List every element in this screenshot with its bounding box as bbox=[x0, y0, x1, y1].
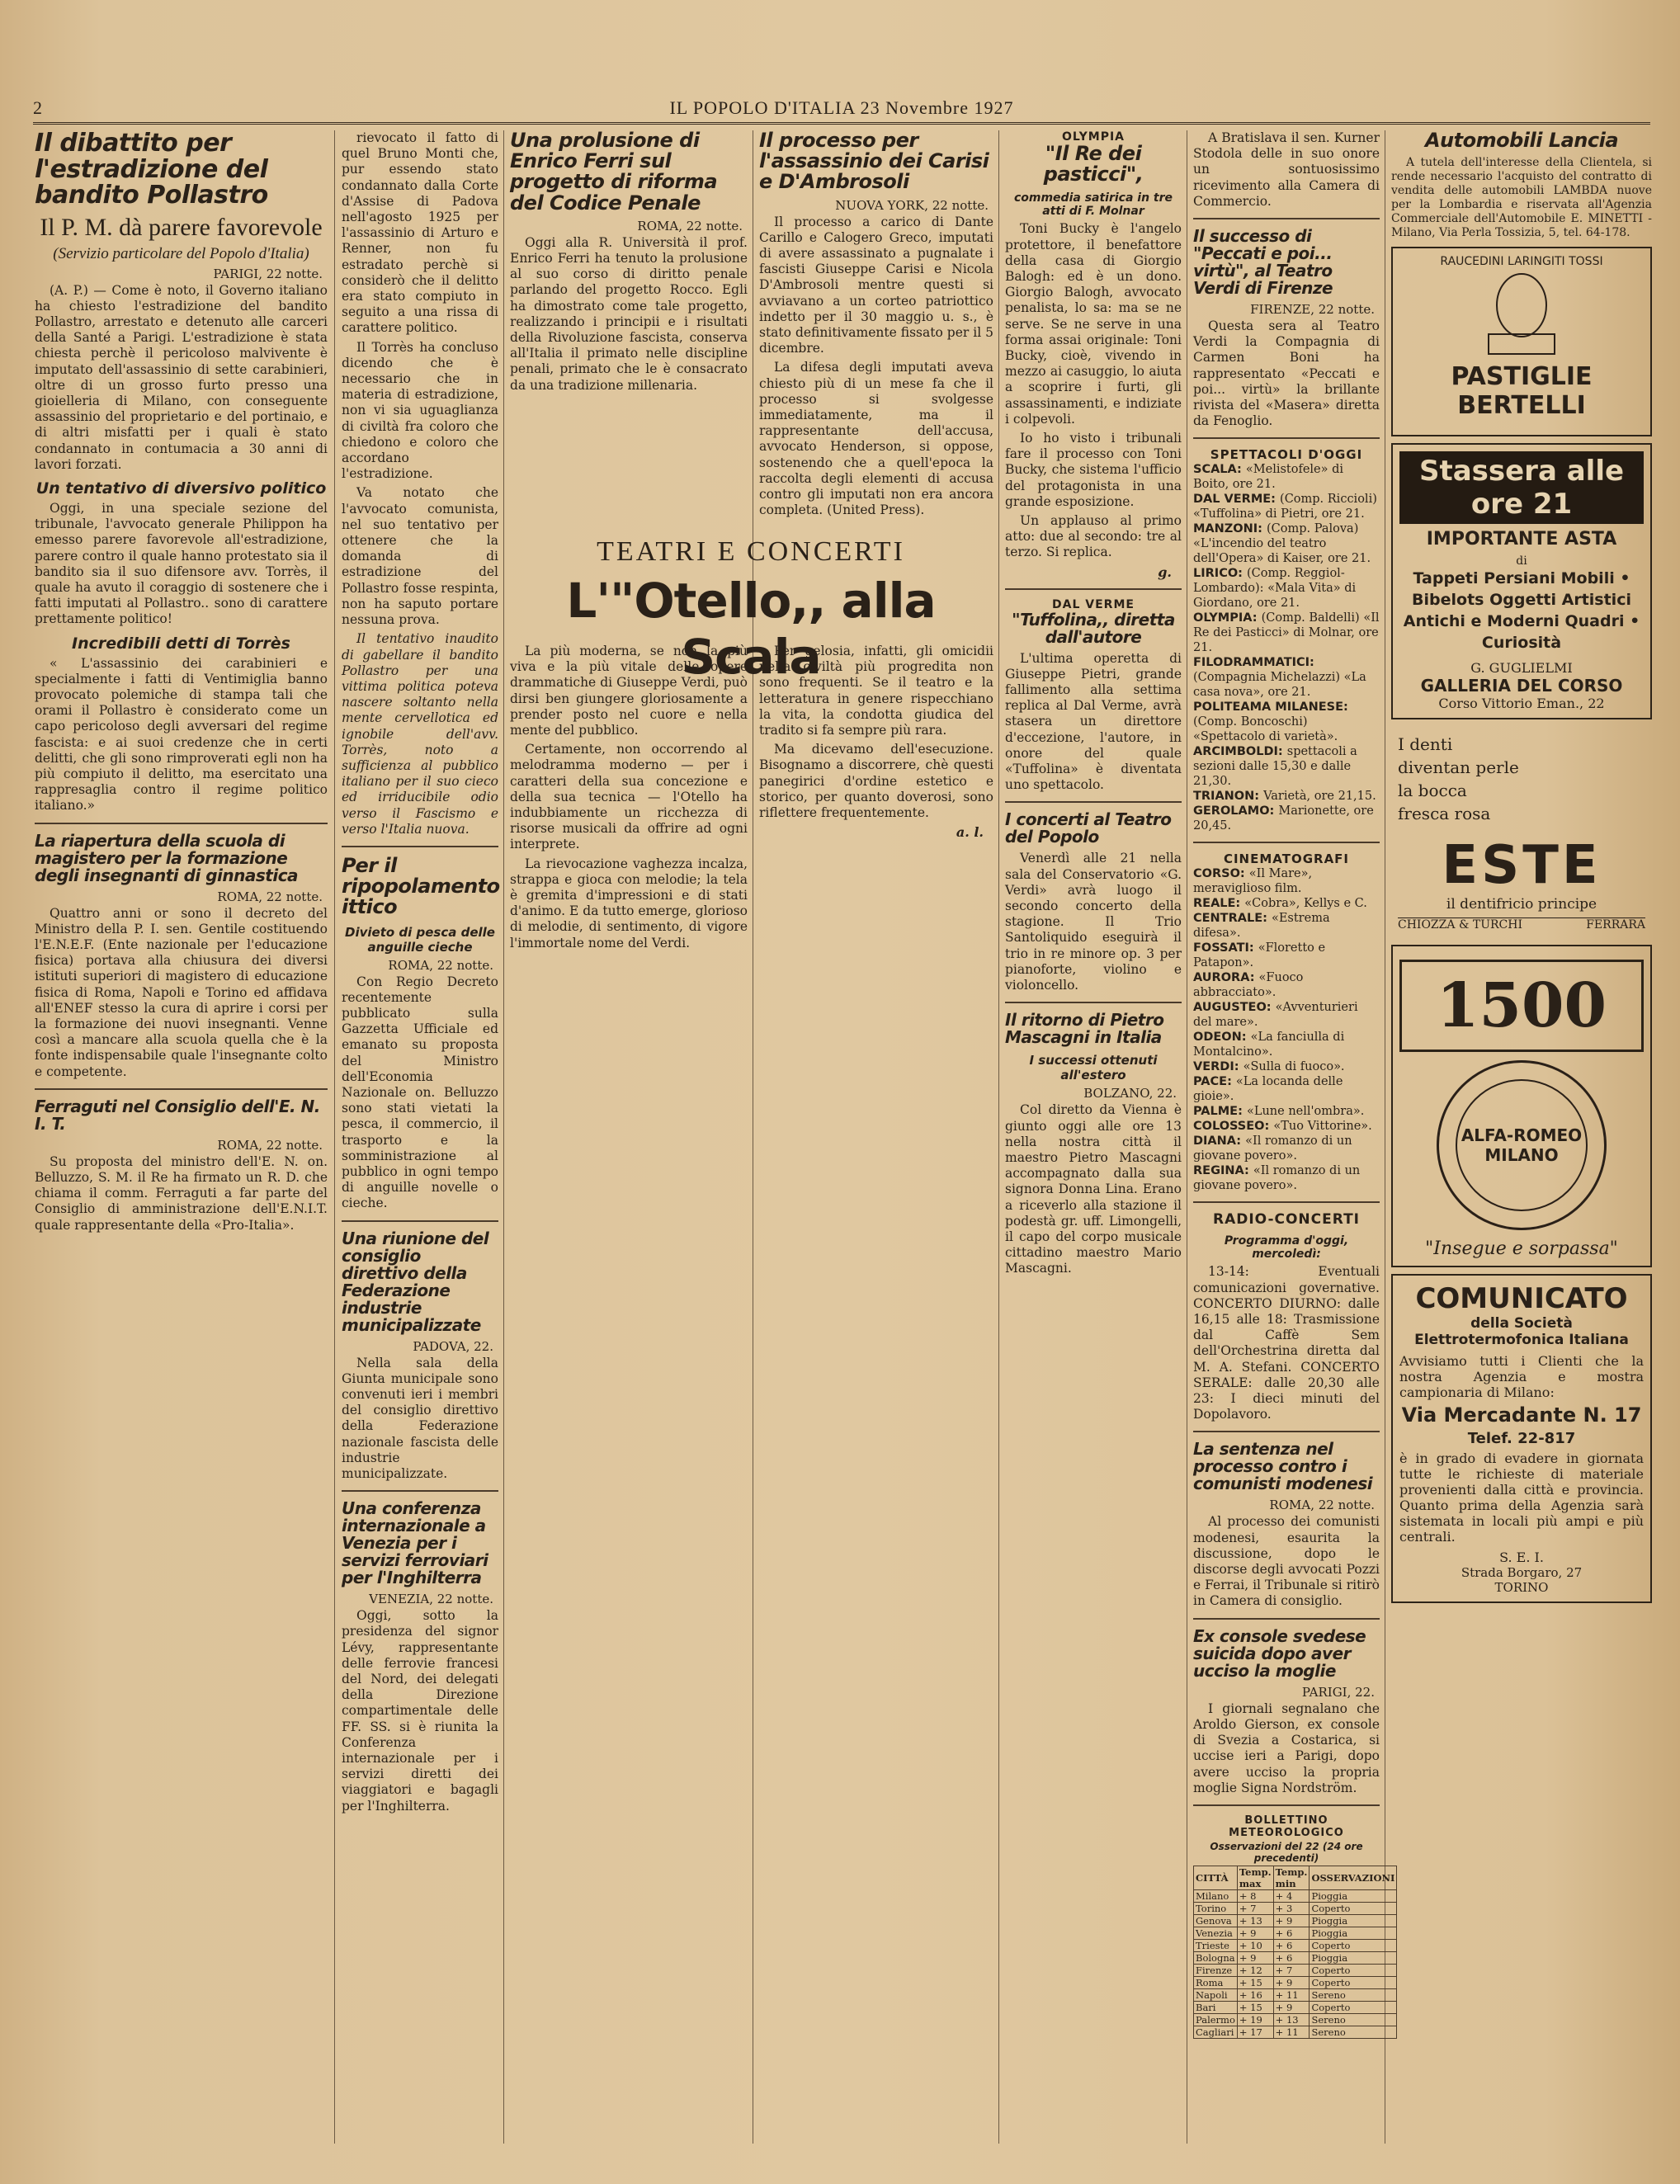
column-4-top bbox=[759, 130, 993, 526]
column-5 bbox=[1005, 130, 1182, 1281]
theatre-label: OLYMPIA bbox=[1061, 130, 1125, 144]
listing-venue: DAL VERME: bbox=[1193, 493, 1281, 507]
ad-tagline: RAUCEDINI LARINGITI TOSSI bbox=[1440, 255, 1603, 269]
weather-header-cell: Temp. min bbox=[1273, 1866, 1310, 1889]
listing-venue: ARCIMBOLDI: bbox=[1193, 745, 1287, 759]
column-rule bbox=[998, 130, 999, 2144]
listing-item bbox=[1193, 866, 1380, 896]
column-1 bbox=[35, 130, 328, 1237]
article-headline: Il dibattito per l'estradizione del bandito Pollastro bbox=[35, 129, 268, 210]
weather-cell: Genova bbox=[1194, 1914, 1238, 1927]
listing-text: «Il Mare», meraviglioso film. bbox=[1193, 867, 1313, 896]
weather-cell: + 17 bbox=[1237, 2026, 1273, 2038]
listing-item bbox=[1193, 655, 1380, 700]
article-headline: Il successo di "Peccati e poi... virtù", al Teatro Verdi di Firenze bbox=[1193, 226, 1333, 299]
theatre-label: DAL VERME bbox=[1052, 597, 1135, 611]
column-7-ads bbox=[1391, 130, 1652, 1610]
section-title: Incredibili detti di Torrès bbox=[72, 634, 290, 653]
radio-title: RADIO-CONCERTI bbox=[1213, 1211, 1360, 1229]
article-body: Venerdì alle 21 nella sala del Conservatorio «G. Verdi» avrà luogo il secondo concerto della stagione. Il Trio Santoliquido eseguirà il trio in re minore op. 3 per pianoforte, violino e violoncello. bbox=[1005, 851, 1182, 993]
weather-row bbox=[1194, 1914, 1397, 1927]
listing-venue: VERDI: bbox=[1193, 1060, 1243, 1074]
listing-item bbox=[1193, 896, 1380, 911]
listing-item bbox=[1193, 611, 1380, 655]
listings-title: CINEMATOGRAFI bbox=[1223, 851, 1350, 867]
ad-slogan: "Insegue e sorpassa" bbox=[1425, 1238, 1618, 1260]
ad-heading: Stassera alle ore 21 bbox=[1399, 451, 1644, 524]
listing-text: «Melistofele» di Boito, ore 21. bbox=[1193, 463, 1344, 492]
weather-cell: Firenze bbox=[1194, 1964, 1238, 1976]
article-body: Toni Bucky è l'angelo protettore, il benefattore della casa di Giorgio Balogh: ed è un dono. Giorgio Balogh, avvocato penalista, lo sa: ma se ne serve. Se ne serve in una forma assai originale: Toni Bucky, cioè, vivendo in mezzo ai casuggio, lo aiuta a scoprire i furti, gli assassinamenti, e indiziate i colpevoli. Io ho visto i tribunali fare il processo con Toni Bucky, che sistema l'ufficio del protagonista in una grande esposizione. Un applauso al primo atto: due al secondo: tre al terzo. Si replica. bbox=[1005, 221, 1182, 560]
weather-cell: Sereno bbox=[1310, 1988, 1397, 2001]
listing-item bbox=[1193, 462, 1380, 492]
ad-address: Corso Vittorio Eman., 22 bbox=[1438, 696, 1605, 712]
article-body: Col diretto da Vienna è giunto oggi alle ore 13 nella nostra città il maestro Pietro Mascagni accompagnato dalla sua signora Donna Lina. Erano a riceverlo alla stazione il podestà gr. uff. Limongelli, il capo del corpo musicale cittadino maestro Mario Mascagni. bbox=[1005, 1102, 1182, 1276]
article-body: I giornali segnalano che Aroldo Gierson, ex console di Svezia a Costarica, si uccise ieri a Parigi, dopo avere ucciso la propria moglie Signa Nordström. bbox=[1193, 1701, 1380, 1795]
listing-venue: AUGUSTEO: bbox=[1193, 1001, 1276, 1015]
listing-venue: PACE: bbox=[1193, 1075, 1236, 1089]
listing-item bbox=[1193, 700, 1380, 744]
article-body: Questa sera al Teatro Verdi la Compagnia di Carmen Boni ha rappresentato «Peccati e poi... virtù» la brillante rivista del «Masera» diretta da Fenoglio. bbox=[1193, 318, 1380, 429]
weather-cell: Cagliari bbox=[1194, 2026, 1238, 2038]
article-body: Oggi, in una speciale sezione del tribunale, l'avvocato generale Philippon ha emesso parere favorevole all'estradizione, parere contro il quale hanno protestato sia il bandito sia il suo difensore avv. Torrès, il quale ha avuto il coraggio di sostenere che i fatti imputati al Pollastro.. sono di carattere prettamente politico! bbox=[35, 500, 328, 627]
listing-venue: DIANA: bbox=[1193, 1134, 1246, 1149]
weather-row bbox=[1194, 1951, 1397, 1964]
weather-cell: + 4 bbox=[1273, 1889, 1310, 1902]
weather-cell: + 6 bbox=[1273, 1951, 1310, 1964]
weather-cell: Torino bbox=[1194, 1902, 1238, 1914]
weather-cell: Venezia bbox=[1194, 1927, 1238, 1939]
weather-cell: + 8 bbox=[1237, 1889, 1273, 1902]
listing-item bbox=[1193, 1104, 1380, 1119]
listing-item bbox=[1193, 566, 1380, 611]
listing-venue: REALE: bbox=[1193, 897, 1245, 911]
ad-brand: PASTIGLIE BERTELLI bbox=[1451, 362, 1593, 421]
listing-venue: TRIANON: bbox=[1193, 790, 1264, 804]
article-body: Su proposta del ministro dell'E. N. on. Belluzzo, S. M. il Re ha firmato un R. D. che chiama il comm. Ferraguti a far parte del Consiglio di amministrazione dell'E.N.I.T. quale rappresentante della «Pro-Italia». bbox=[35, 1153, 328, 1233]
weather-cell: Trieste bbox=[1194, 1939, 1238, 1951]
divider bbox=[1193, 437, 1380, 439]
listing-item bbox=[1193, 1074, 1380, 1104]
listing-item bbox=[1193, 1134, 1380, 1163]
article-body: rievocato il fatto di quel Bruno Monti che, pur essendo stato condannato dalla Corte d'Assise di Padova nell'agosto 1925 per l'assassinio di Arturo e Renner, non fu estradato perchè si considerò che il delitto era stato compiuto in seguito a una rissa di carattere politico. Il Torrès ha concluso dicendo che è necessario che in materia di estradizione, non vi sia uguaglianza di civiltà fra coloro che chiedono e coloro che accordano l'estradizione. Va notato che l'avvocato comunista, nel suo tentativo per ottenere che la domanda di estradizione del Pollastro fosse respinta, non ha saputo portare nessuna prova. bbox=[342, 130, 498, 628]
listing-venue: REGINA: bbox=[1193, 1164, 1253, 1178]
weather-cell: Coperto bbox=[1310, 1964, 1397, 1976]
dateline: BOLZANO, 22. bbox=[1083, 1086, 1177, 1101]
listing-venue: FOSSATI: bbox=[1193, 941, 1258, 955]
divider bbox=[1193, 1201, 1380, 1203]
banner-section: TEATRI E CONCERTI bbox=[597, 536, 905, 567]
weather-cell: + 9 bbox=[1237, 1951, 1273, 1964]
ad-body: Avvisiamo tutti i Clienti che la nostra Agenzia e mostra campionaria di Milano: bbox=[1399, 1353, 1644, 1401]
article-subhead: I successi ottenuti all'estero bbox=[1029, 1053, 1158, 1083]
divider bbox=[1193, 1618, 1380, 1620]
listing-item bbox=[1193, 804, 1380, 833]
ad-street: Strada Borgaro, 27 bbox=[1461, 1565, 1583, 1581]
listing-text: «Floretto e Patapon». bbox=[1193, 941, 1326, 970]
weather-header-cell: CITTÀ bbox=[1194, 1866, 1238, 1889]
listing-text: spettacoli a sezioni dalle 15,30 e dalle 21,30. bbox=[1193, 745, 1357, 789]
weather-cell: + 13 bbox=[1273, 2013, 1310, 2026]
column-2 bbox=[342, 130, 498, 1818]
weather-row bbox=[1194, 1939, 1397, 1951]
ad-items: Tappeti Persiani Mobili • Bibelots Oggetti Artistici Antichi e Moderni Quadri • Curiosità bbox=[1403, 569, 1640, 653]
weather-cell: + 11 bbox=[1273, 2026, 1310, 2038]
listing-venue: AURORA: bbox=[1193, 971, 1259, 985]
ad-body: è in grado di evadere in giornata tutte le richieste di materiale provenienti dalla città e provincia. Quanto prima della Agenzia sarà sistemata in locali più ampi e più centrali. bbox=[1399, 1450, 1644, 1545]
weather-row bbox=[1194, 1976, 1397, 1988]
listing-text: (Comp. Reggiol-Lombardo): «Mala Vita» di Giordano, ore 21. bbox=[1193, 567, 1357, 611]
listing-item bbox=[1193, 941, 1380, 970]
weather-cell: + 15 bbox=[1237, 2001, 1273, 2013]
listing-text: (Comp. Boncoschi) «Spettacolo di varietà». bbox=[1193, 715, 1338, 744]
weather-header-cell: OSSERVAZIONI bbox=[1310, 1866, 1397, 1889]
weather-cell: + 6 bbox=[1273, 1939, 1310, 1951]
article-signature: a. l. bbox=[956, 824, 984, 841]
dateline: PARIGI, 22. bbox=[1301, 1684, 1375, 1700]
divider bbox=[1193, 218, 1380, 219]
listing-venue: CENTRALE: bbox=[1193, 912, 1272, 926]
weather-header-row bbox=[1194, 1866, 1397, 1889]
weather-cell: Sereno bbox=[1310, 2026, 1397, 2038]
weather-cell: Pioggia bbox=[1310, 1889, 1397, 1902]
radio-body: 13-14: Eventuali comunicazioni governative. CONCERTO DIURNO: dalle 16,15 alle 18: Trasmissione dal Caffè Sem dell'Orchestrina diretta dal M. A. Stefani. CONCERTO SERALE: dalle 20,30 alle 23: I dieci minuti del Dopolavoro. bbox=[1193, 1264, 1380, 1422]
weather-cell: + 19 bbox=[1237, 2013, 1273, 2026]
listing-text: (Comp. Baldelli) «Il Re dei Pasticci» di Molnar, ore 21. bbox=[1193, 611, 1380, 655]
divider bbox=[1193, 1804, 1380, 1806]
divider bbox=[1193, 842, 1380, 843]
divider bbox=[1005, 801, 1182, 803]
weather-cell: Bologna bbox=[1194, 1951, 1238, 1964]
divider bbox=[1193, 1431, 1380, 1432]
article-headline: Automobili Lancia bbox=[1424, 129, 1619, 152]
article-headline: Il ritorno di Pietro Mascagni in Italia bbox=[1005, 1010, 1164, 1048]
article-body: « L'assassinio dei carabinieri e specialmente i fatti di Ventimiglia banno provocato polemiche di stampa tali che orami il Pollastro è considerato come un capo pericoloso degli avversari del regime fascista: e ai suoi credenze che in certi delitti, che gli sono rimproverati egli non ha più compiuto il delitto, ma esercitato una rappresaglia contro il regime politico italiano.» bbox=[35, 655, 328, 814]
listing-text: «Avventurieri del mare». bbox=[1193, 1001, 1358, 1030]
article-body: (A. P.) — Come è noto, il Governo italiano ha chiesto l'estradizione del bandito Pollastro, arrestato e detenuto alle carceri della Santé a Parigi. L'estradizione è stata chiesta perchè il pericoloso malvivente è imputato dell'assassinio di sette carabinieri, oltre di un grosso furto presso una gioielleria di Milano, con conseguente assassinio del proprietario e del portinaio, e di altri misfatti per i quali è stato condannato in contumacia a 30 anni di lavori forzati. bbox=[35, 282, 328, 472]
article-body: Nella sala della Giunta municipale sono convenuti ieri i membri del consiglio direttivo della Federazione nazionale fascista delle industrie municipalizzate. bbox=[342, 1355, 498, 1481]
weather-cell: + 9 bbox=[1273, 1914, 1310, 1927]
listing-text: «Tuo Vittorine». bbox=[1273, 1120, 1372, 1134]
weather-cell: + 16 bbox=[1237, 1988, 1273, 2001]
divider bbox=[35, 823, 328, 824]
weather-cell: + 9 bbox=[1273, 2001, 1310, 2013]
ad-address: Via Mercadante N. 17 bbox=[1401, 1403, 1642, 1427]
listing-venue: COLOSSEO: bbox=[1193, 1120, 1274, 1134]
listing-venue: MANZONI: bbox=[1193, 522, 1267, 536]
listing-venue: GEROLAMO: bbox=[1193, 804, 1279, 818]
ad-gallery: GALLERIA DEL CORSO bbox=[1420, 676, 1623, 696]
weather-cell: Pioggia bbox=[1310, 1927, 1397, 1939]
weather-table bbox=[1193, 1866, 1397, 2039]
listing-venue: PALME: bbox=[1193, 1105, 1247, 1119]
article-headline: "Tuffolina,, diretta dall'autore bbox=[1012, 609, 1175, 647]
listing-text: «Cobra», Kellys e C. bbox=[1244, 897, 1367, 911]
weather-cell: + 7 bbox=[1237, 1902, 1273, 1914]
article-subhead: Divieto di pesca delle anguille cieche bbox=[345, 924, 495, 955]
article-subhead: Il P. M. dà parere favorevole bbox=[40, 213, 323, 241]
ad-subheading: IMPORTANTE ASTA bbox=[1426, 529, 1617, 550]
banner-headline: L'"Otello,, alla Scala bbox=[566, 573, 936, 685]
dateline: NUOVA YORK, 22 notte. bbox=[835, 197, 989, 213]
emblem-text: ALFA-ROMEO MILANO bbox=[1456, 1079, 1588, 1211]
article-body: L'ultima operetta di Giuseppe Pietri, grande fallimento alla settima replica al Dal Verme, avrà stasera un direttore d'eccezione, l'autore, in onore del quale «Tuffolina» è diventata uno spettacolo. bbox=[1005, 650, 1182, 793]
weather-cell: Coperto bbox=[1310, 1939, 1397, 1951]
listing-item bbox=[1193, 1119, 1380, 1134]
article-headline: La sentenza nel processo contro i comunisti modenesi bbox=[1193, 1439, 1373, 1494]
face-illustration-icon bbox=[1472, 268, 1571, 359]
divider bbox=[1005, 588, 1182, 590]
article-body: Per gelosia, infatti, gli omicidii nella civiltà più progredita non sono frequenti. Se il teatro e la letteratura in genere rispecchiano la vita, la condotta giudica del tradito si fa sempre più rara. Ma dicevamo dell'esecuzione. Bisognamo a discorrere, chè questi panegirici d'ordine estetico e storico, per quanto doverosi, sono riflettere frequentemente. bbox=[759, 644, 993, 821]
listing-venue: LIRICO: bbox=[1193, 567, 1248, 581]
weather-row bbox=[1194, 2026, 1397, 2038]
section-title: Un tentativo di diversivo politico bbox=[35, 479, 327, 498]
divider bbox=[35, 1088, 328, 1090]
dateline: PADOVA, 22. bbox=[413, 1338, 493, 1354]
dateline: ROMA, 22 notte. bbox=[388, 957, 493, 973]
listing-venue: CORSO: bbox=[1193, 867, 1249, 881]
article-headline: Ferraguti nel Consiglio dell'E. N. I. T. bbox=[35, 1096, 320, 1134]
weather-cell: Coperto bbox=[1310, 1976, 1397, 1988]
ad-slogan: I denti diventan perle la bocca fresca rosa bbox=[1398, 734, 1519, 824]
listing-text: «Estrema difesa». bbox=[1193, 912, 1330, 941]
ad-asta bbox=[1391, 443, 1652, 719]
listing-text: «Il romanzo di un giovane povero». bbox=[1193, 1134, 1352, 1163]
ad-heading: COMUNICATO bbox=[1415, 1282, 1628, 1316]
listing-text: (Comp. Palova) «L'incendio del teatro dell'Opera» di Kaiser, ore 21. bbox=[1193, 522, 1371, 566]
ad-firm: S. E. I. bbox=[1499, 1550, 1544, 1566]
listing-item bbox=[1193, 1030, 1380, 1059]
listing-venue: FILODRAMMATICI: bbox=[1193, 656, 1314, 670]
article-headline: Una conferenza internazionale a Venezia per i servizi ferroviari per l'Inghilterra bbox=[342, 1498, 488, 1588]
listing-item bbox=[1193, 492, 1380, 521]
weather-row bbox=[1194, 1889, 1397, 1902]
article-body: La più moderna, se non la più viva e la più vitale delle opere drammatiche di Giuseppe Verdi, può dirsi ben giungere gloriosamente a prender posto nel cuore e nella mente del pubblico. Certamente, non occorrendo al melodramma moderno — per i caratteri della sua concezione e della sua tecnica — l'Otello ha indubbiamente un ricchezza di risorse musicali da offrire ad ogni interprete. La rievocazione vaghezza incalza, strappa e gioca con melodie; la tela è gremita d'impressioni e di stati d'animo. E da tutto emerge, glorioso di melodie, di sentimento, di vigore l'immortale nome del Verdi. bbox=[510, 644, 748, 950]
weather-cell: + 6 bbox=[1273, 1927, 1310, 1939]
listing-item bbox=[1193, 1000, 1380, 1030]
divider bbox=[342, 846, 498, 847]
listing-item bbox=[1193, 911, 1380, 941]
listing-venue: ODEON: bbox=[1193, 1031, 1251, 1045]
column-rule bbox=[334, 130, 335, 2144]
weather-cell: + 9 bbox=[1237, 1927, 1273, 1939]
article-body: Il processo a carico di Dante Carillo e Calogero Greco, imputati di avere assassinato a pugnalate i fascisti Giuseppe Carisi e Nicola D'Ambrosoli mentre questi si avviavano a un corteo patriottico indetto per il 30 maggio u. s., è stato definitivamente fissato per il 5 dicembre. La difesa degli imputati aveva chiesto più di un mese fa che il processo si svolgesse immediatamente, ma il rappresentante dell'accusa, avvocato Henderson, si oppose, sostenendo che a quell'epoca la raccolta degli elementi di accusa contro gli imputati non era ancora completa. (United Press). bbox=[759, 214, 993, 518]
listing-venue: OLYMPIA: bbox=[1193, 611, 1262, 625]
listing-item bbox=[1193, 1059, 1380, 1074]
column-6 bbox=[1193, 130, 1395, 2039]
ad-subtitle: il dentifricio principe bbox=[1446, 896, 1597, 913]
listing-venue: POLITEAMA MILANESE: bbox=[1193, 700, 1348, 715]
listing-text: «Fuoco abbracciato». bbox=[1193, 971, 1304, 1000]
article-body: A tutela dell'interesse della Clientela, si rende necessario l'acquisto del contratto di vendita delle automobili LAMBDA nuove per la Lombardia e riservata all'Agenzia Commerciale dell'Automobile E. MINETTI - Milano, Via Perla Tossizia, 5, tel. 64-178. bbox=[1391, 156, 1652, 240]
listing-text: «La locanda delle gioie». bbox=[1193, 1075, 1343, 1104]
ad-brand: ESTE bbox=[1442, 835, 1602, 897]
editorial-note: Il tentativo inaudito di gabellare il bandito Pollastro per una vittima politica poteva nascere soltanto nella mente cervellotica ed ignobile dell'avv. Torrès, noto a sufficienza al pubblico italiano per il suo cieco ed irriducibile odio verso il Fascismo e verso l'Italia nuova. bbox=[342, 631, 498, 837]
divider bbox=[342, 1220, 498, 1222]
dateline: ROMA, 22 notte. bbox=[217, 889, 323, 904]
weather-cell: + 15 bbox=[1237, 1976, 1273, 1988]
listing-item bbox=[1193, 1163, 1380, 1193]
weather-cell: Coperto bbox=[1310, 1902, 1397, 1914]
weather-title: BOLLETTINO METEOROLOGICO bbox=[1229, 1814, 1344, 1839]
weather-cell: Sereno bbox=[1310, 2013, 1397, 2026]
ad-model-number: 1500 bbox=[1399, 960, 1644, 1052]
article-service: (Servizio particolare del Popolo d'Italia) bbox=[53, 244, 309, 262]
dateline: PARIGI, 22 notte. bbox=[213, 266, 323, 281]
listing-text: «La fanciulla di Montalcino». bbox=[1193, 1031, 1345, 1059]
weather-cell: + 13 bbox=[1237, 1914, 1273, 1927]
ad-company: G. GUGLIELMI bbox=[1470, 660, 1573, 677]
weather-cell: Palermo bbox=[1194, 2013, 1238, 2026]
ad-pastiglie-bertelli bbox=[1391, 247, 1652, 436]
listing-text: «Sulla di fuoco». bbox=[1243, 1060, 1345, 1074]
listing-text: (Comp. Riccioli) «Tuffolina» di Pietri, ore 21. bbox=[1193, 493, 1377, 521]
article-headline: Una prolusione di Enrico Ferri sul progetto di riforma del Codice Penale bbox=[510, 129, 718, 215]
listing-item bbox=[1193, 744, 1380, 789]
weather-row bbox=[1194, 1902, 1397, 1914]
weather-cell: + 12 bbox=[1237, 1964, 1273, 1976]
cinema-list bbox=[1193, 866, 1380, 1193]
listing-item bbox=[1193, 970, 1380, 1000]
weather-cell: + 7 bbox=[1273, 1964, 1310, 1976]
listing-venue: SCALA: bbox=[1193, 463, 1246, 477]
article-body: Oggi, sotto la presidenza del signor Lévy, rappresentante delle ferrovie francesi del Nord, dei delegati della Direzione compartimentale delle FF. SS. si è riunita la Conferenza internazionale per i servizi diretti dei viaggiatori e bagagli per l'Inghilterra. bbox=[342, 1608, 498, 1814]
divider bbox=[342, 1490, 498, 1492]
ad-city: FERRARA bbox=[1586, 918, 1645, 932]
weather-row bbox=[1194, 2001, 1397, 2013]
article-headline: "Il Re dei pasticci", bbox=[1043, 142, 1144, 186]
listing-text: «Il romanzo di un giovane povero». bbox=[1193, 1164, 1361, 1193]
weather-cell: + 11 bbox=[1273, 1988, 1310, 2001]
article-body: Con Regio Decreto recentemente pubblicato sulla Gazzetta Ufficiale ed emanato su proposta del Ministro dell'Economia Nazionale on. Belluzzo sono stati vietati la pesca, il commercio, il trasporto e la somministrazione al pubblico in ogni tempo di anguille novelle o cieche. bbox=[342, 974, 498, 1211]
weather-cell: Roma bbox=[1194, 1976, 1238, 1988]
article-body: Al processo dei comunisti modenesi, esaurita la discussione, dopo le discorse degli avvocati Pozzi e Ferrai, il Tribunale si ritirò in Camera di consiglio. bbox=[1193, 1514, 1380, 1609]
listing-text: Marionette, ore 20,45. bbox=[1193, 804, 1374, 833]
ad-alfa-romeo bbox=[1391, 945, 1652, 1267]
ad-comunicato bbox=[1391, 1274, 1652, 1603]
spettacoli-list bbox=[1193, 462, 1380, 833]
listing-text: Varietà, ore 21,15. bbox=[1263, 790, 1376, 804]
article-body: A Bratislava il sen. Kurner Stodola delle in suo onore un sontuosissimo ricevimento alla Camera di Commercio. bbox=[1193, 130, 1380, 209]
dateline: ROMA, 22 notte. bbox=[217, 1137, 323, 1153]
weather-row bbox=[1194, 1964, 1397, 1976]
listing-text: «Lune nell'ombra». bbox=[1246, 1105, 1365, 1119]
article-headline: Per il ripopolamento ittico bbox=[342, 853, 500, 919]
column-rule bbox=[503, 130, 504, 2144]
article-headline: Ex console svedese suicida dopo aver ucciso la moglie bbox=[1193, 1625, 1366, 1681]
article-headline: I concerti al Teatro del Popolo bbox=[1005, 809, 1172, 847]
dateline: ROMA, 22 notte. bbox=[1269, 1498, 1375, 1513]
dateline: FIRENZE, 22 notte. bbox=[1250, 302, 1375, 318]
masthead-title: IL POPOLO D'ITALIA 23 Novembre 1927 bbox=[669, 97, 1014, 118]
weather-cell: Napoli bbox=[1194, 1988, 1238, 2001]
ad-telephone: Telef. 22-817 bbox=[1467, 1430, 1576, 1448]
alfa-romeo-emblem-icon bbox=[1437, 1060, 1607, 1230]
weather-cell: Bari bbox=[1194, 2001, 1238, 2013]
radio-subtitle: Programma d'oggi, mercoledì: bbox=[1224, 1234, 1349, 1262]
listing-item bbox=[1193, 789, 1380, 804]
article-body: Oggi alla R. Università il prof. Enrico Ferri ha tenuto la prolusione al suo corso di diritto penale parlando del progetto Rocco. Egli ha dimostrato come tale progetto, realizzando i principii e i risultati della Rivoluzione fascista, conserva all'Italia il primato nelle discipline penali, primato che le è consacrato da una tradizione millenaria. bbox=[510, 234, 748, 393]
divider bbox=[1005, 1002, 1182, 1003]
ad-di: di bbox=[1516, 554, 1527, 568]
article-headline: La riapertura della scuola di magistero per la formazione degli insegnanti di ginnastica bbox=[35, 830, 299, 885]
article-body: Quattro anni or sono il decreto del Ministro della P. I. sen. Gentile costituendo l'E.N.E.F. (Ente nazionale per l'educazione fisica) portava alla chiusura dei diversi istituti superiori di magistero di educazione fisica di Roma, Napoli e Torino ed affidava all'ENEF stesso la cura di aprire i corsi per la formazione dei nuovi insegnanti. Venne così a mancare alla scuola quella che è la fonte indispensabile quale l'insegnante colto e competente. bbox=[35, 905, 328, 1079]
ad-firm: CHIOZZA & TURCHI bbox=[1398, 918, 1522, 932]
page-number: 2 bbox=[33, 97, 42, 118]
weather-cell: Pioggia bbox=[1310, 1951, 1397, 1964]
article-headline: Una riunione del consiglio direttivo della Federazione industrie municipalizzate bbox=[342, 1228, 489, 1335]
article-headline: Il processo per l'assassinio dei Carisi e D'Ambrosoli bbox=[759, 129, 989, 194]
ad-subheading: della Società Elettrotermofonica Italiana bbox=[1414, 1315, 1629, 1349]
weather-cell: Coperto bbox=[1310, 2001, 1397, 2013]
weather-cell: Pioggia bbox=[1310, 1914, 1397, 1927]
weather-row bbox=[1194, 1988, 1397, 2001]
weather-cell: + 3 bbox=[1273, 1902, 1310, 1914]
article-subhead: commedia satirica in tre atti di F. Molnar bbox=[1013, 191, 1173, 219]
listing-text: (Compagnia Michelazzi) «La casa nova», ore 21. bbox=[1193, 671, 1366, 700]
weather-row bbox=[1194, 2013, 1397, 2026]
ad-este bbox=[1391, 726, 1652, 938]
weather-header-cell: Temp. max bbox=[1237, 1866, 1273, 1889]
weather-cell: + 10 bbox=[1237, 1939, 1273, 1951]
listings-title: SPETTACOLI D'OGGI bbox=[1210, 447, 1363, 463]
column-3-top bbox=[510, 130, 748, 526]
listing-item bbox=[1193, 521, 1380, 566]
otello-col-a bbox=[510, 644, 748, 2145]
dateline: ROMA, 22 notte. bbox=[637, 218, 743, 233]
weather-subtitle: Osservazioni del 22 (24 ore precedenti) bbox=[1210, 1840, 1363, 1864]
otello-col-b bbox=[759, 644, 993, 2145]
dateline: VENEZIA, 22 notte. bbox=[369, 1592, 493, 1607]
ad-city: TORINO bbox=[1494, 1580, 1549, 1596]
weather-cell: + 9 bbox=[1273, 1976, 1310, 1988]
weather-row bbox=[1194, 1927, 1397, 1939]
article-signature: g. bbox=[1158, 564, 1172, 580]
page-header bbox=[33, 97, 1650, 125]
weather-cell: Milano bbox=[1194, 1889, 1238, 1902]
